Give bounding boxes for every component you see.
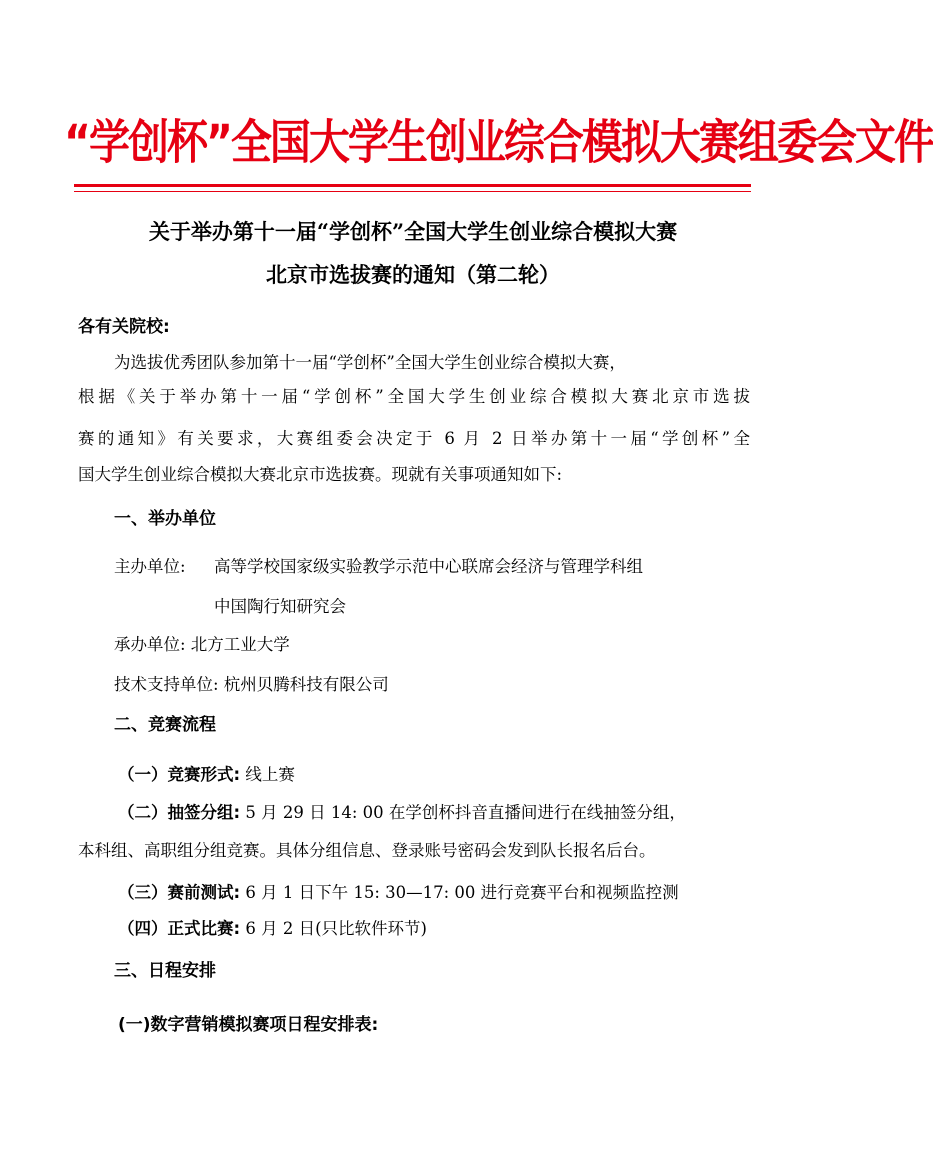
intro-line-4: 国大学生创业综合模拟大赛北京市选拔赛。现就有关事项通知如下: — [78, 465, 563, 484]
section-1-heading: 一、举办单位 — [114, 509, 216, 529]
process-item-2-text: 5 月 29 日 14: 00 在学创杯抖音直播间进行在线抽签分组， — [240, 803, 686, 822]
document-title-line-2: 北京市选拔赛的通知（第二轮） — [266, 262, 560, 287]
process-item-2-continued: 本科组、高职组分组竞赛。具体分组信息、登录账号密码会发到队长报名后台。 — [78, 841, 656, 860]
document-title-line-1: 关于举办第十一届“学创杯”全国大学生创业综合模拟大赛 — [148, 219, 678, 244]
organizer-line: 承办单位: 北方工业大学 — [114, 635, 290, 654]
process-item-4-label: （四）正式比赛: — [118, 919, 241, 938]
tech-support-line: 技术支持单位: 杭州贝腾科技有限公司 — [114, 675, 389, 694]
process-item-1-text: 线上赛 — [240, 765, 295, 784]
process-item-1 — [118, 764, 750, 786]
header-rule-thin — [74, 191, 751, 192]
process-item-4-text: 6 月 2 日(只比软件环节) — [240, 919, 427, 938]
header-rule-thick — [74, 184, 751, 187]
process-item-1-label: （一）竞赛形式: — [118, 765, 241, 784]
host-label: 主办单位: — [114, 557, 186, 576]
section-3-heading: 三、日程安排 — [114, 961, 216, 981]
intro-line-3: 赛的通知》有关要求，大赛组委会决定于 6 月 2 日举办第十一届“学创杯”全 — [78, 429, 750, 448]
org-header-title: “学创杯”全国大学生创业综合模拟大赛组委会文件 — [64, 114, 933, 171]
section-2-heading: 二、竞赛流程 — [114, 715, 216, 735]
salutation: 各有关院校: — [78, 317, 170, 337]
schedule-subheading: (一)数字营销模拟赛项日程安排表: — [118, 1015, 379, 1035]
process-item-2 — [118, 802, 750, 824]
process-item-4 — [118, 918, 750, 940]
process-item-3 — [118, 882, 750, 904]
host-unit-1: 高等学校国家级实验教学示范中心联席会经济与管理学科组 — [214, 557, 643, 576]
process-item-3-text: 6 月 1 日下午 15: 30—17: 00 进行竞赛平台和视频监控测 — [240, 883, 679, 902]
host-unit-2: 中国陶行知研究会 — [214, 597, 346, 616]
process-item-2-label: （二）抽签分组: — [118, 803, 241, 822]
intro-line-2: 根据《关于举办第十一届“学创杯”全国大学生创业综合模拟大赛北京市选拔 — [78, 387, 750, 406]
process-item-3-label: （三）赛前测试: — [118, 883, 241, 902]
intro-line-1: 为选拔优秀团队参加第十一届“学创杯”全国大学生创业综合模拟大赛， — [114, 353, 626, 372]
